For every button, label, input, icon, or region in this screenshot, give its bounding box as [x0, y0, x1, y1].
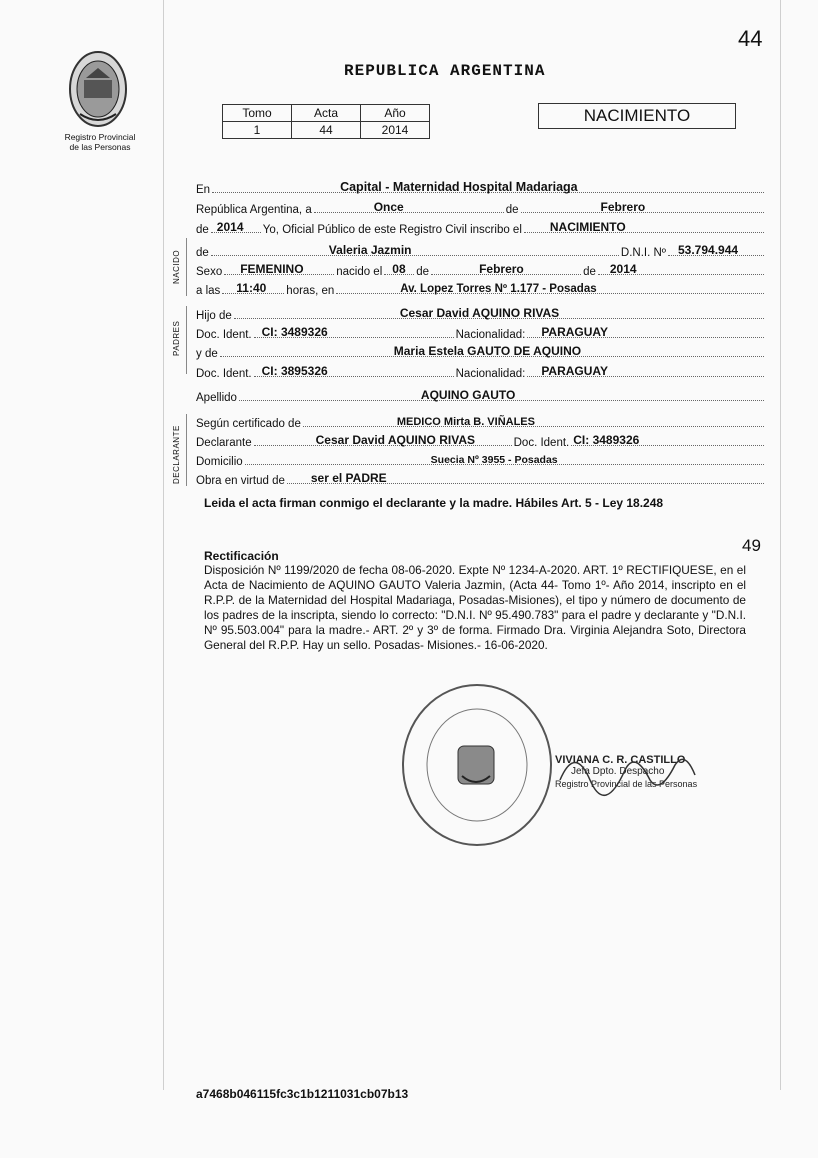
line-father-doc: Doc. Ident. CI: 3489326 Nacionalidad: PARAGUAY	[196, 325, 766, 341]
rectificacion-number: 49	[742, 536, 761, 555]
inscribo-value: NACIMIENTO	[549, 220, 626, 234]
left-margin-line	[163, 0, 164, 1090]
line-oficial: de 2014 Yo, Oficial Público de este Registro Civil inscribo el NACIMIENTO	[196, 220, 766, 236]
document-title: REPUBLICA ARGENTINA	[344, 62, 546, 80]
month-value: Febrero	[600, 200, 646, 214]
record-type-box: NACIMIENTO	[538, 103, 736, 129]
child-dni-value: 53.794.944	[678, 243, 739, 257]
rectificacion-body: Disposición Nº 1199/2020 de fecha 08-06-2020. Expte Nº 1234-A-2020. ART. 1º RECTIFIQUESE, en el Acta de Nacimiento de AQUINO GAUTO Valeria Jazmin, (Acta 44- Tomo 1º- Año 2014, inscripto en el R.P.P. de la Maternidad del Hospital Madariaga, Posadas-Misiones), el tipo y número de documento de los padres de la inscripta, siendo lo correcto: "D.N.I. Nº 95.490.783" para el padre y declarante y "D.N.I. Nº 95.503.004" para la madre.- ART. 2º y 3º de forma. Firmado Dra. Virginia Alejandra Soto, Directora General del R.P.P. Hay un sello. Posadas- Misiones.- 16-06-2020.	[204, 563, 746, 652]
line-domicilio: Domicilio Suecia Nº 3955 - Posadas	[196, 452, 766, 468]
page-number: 44	[738, 26, 763, 51]
line-hora: a las 11:40 horas, en Av. Lopez Torres Nº 1.177 - Posadas	[196, 281, 766, 297]
place-value: Capital - Maternidad Hospital Madariaga	[340, 180, 578, 194]
side-label-padres: PADRES	[172, 320, 181, 356]
birth-place-value: Av. Lopez Torres Nº 1.177 - Posadas	[400, 283, 597, 295]
obra-value: ser el PADRE	[310, 471, 387, 485]
child-name-value: Valeria Jazmin	[328, 243, 412, 257]
value-anio: 2014	[361, 122, 430, 139]
line-sexo: Sexo FEMENINO nacido el 08 de Febrero de 2014	[196, 262, 766, 278]
line-en: En Capital - Maternidad Hospital Madariaga	[196, 180, 766, 196]
side-label-nacido: NACIDO	[172, 249, 181, 284]
handwritten-signature	[555, 740, 705, 800]
document-hash: a7468b046115fc3c1b1211031cb07b13	[196, 1087, 409, 1101]
padres-bracket	[186, 306, 187, 374]
line-hijo: Hijo de Cesar David AQUINO RIVAS	[196, 306, 766, 322]
mother-nationality-value: PARAGUAY	[541, 364, 608, 378]
official-seal	[398, 680, 556, 850]
father-name-value: Cesar David AQUINO RIVAS	[399, 306, 560, 320]
line-yde: y de Maria Estela GAUTO DE AQUINO	[196, 344, 766, 360]
mother-name-value: Maria Estela GAUTO DE AQUINO	[393, 344, 582, 358]
line-declarante: Declarante Cesar David AQUINO RIVAS Doc. Ident. CI: 3489326	[196, 433, 766, 449]
nacido-bracket	[186, 238, 187, 296]
father-doc-value: CI: 3489326	[261, 325, 328, 339]
declarante-doc-value: CI: 3489326	[573, 433, 640, 447]
province-emblem	[66, 48, 130, 130]
header-tomo: Tomo	[223, 105, 292, 122]
rectificacion-heading: Rectificación	[204, 549, 279, 563]
line-mother-doc: Doc. Ident. CI: 3895326 Nacionalidad: PARAGUAY	[196, 364, 766, 380]
value-tomo: 1	[223, 122, 292, 139]
right-margin-line	[780, 0, 781, 1090]
value-acta: 44	[292, 122, 361, 139]
birth-day-value: 08	[392, 262, 406, 276]
line-certificado: Según certificado de MEDICO Mirta B. VIÑALES	[196, 414, 766, 430]
side-label-declarante: DECLARANTE	[172, 425, 181, 484]
apellido-value: AQUINO GAUTO	[420, 388, 516, 402]
line-obra: Obra en virtud de ser el PADRE	[196, 471, 766, 487]
certificado-value: MEDICO Mirta B. VIÑALES	[396, 416, 535, 428]
closing-statement: Leida el acta firman conmigo el declarante y la madre. Hábiles Art. 5 - Ley 18.248	[204, 496, 664, 510]
declarante-bracket	[186, 414, 187, 486]
time-value: 11:40	[236, 281, 267, 295]
domicilio-value: Suecia Nº 3955 - Posadas	[430, 454, 558, 466]
declarante-value: Cesar David AQUINO RIVAS	[315, 433, 475, 447]
header-acta: Acta	[292, 105, 361, 122]
father-nationality-value: PARAGUAY	[541, 325, 608, 339]
signature-block: VIVIANA C. R. CASTILLO Jefa Dpto. Despacho Registro Provincial de las Personas	[555, 754, 698, 789]
header-anio: Año	[361, 105, 430, 122]
line-republica: República Argentina, a Once de Febrero	[196, 200, 766, 216]
year-value: 2014	[216, 220, 244, 234]
birth-month-value: Febrero	[479, 262, 524, 276]
day-value: Once	[373, 200, 404, 214]
line-nacido-name: de Valeria Jazmin D.N.I. Nº 53.794.944	[196, 243, 766, 259]
mother-doc-value: CI: 3895326	[261, 364, 328, 378]
birth-year-value: 2014	[609, 262, 637, 276]
registry-table	[222, 104, 430, 139]
registry-caption: Registro Provincial de las Personas	[64, 132, 136, 152]
sexo-value: FEMENINO	[240, 262, 304, 276]
line-apellido: Apellido AQUINO GAUTO	[196, 388, 766, 404]
